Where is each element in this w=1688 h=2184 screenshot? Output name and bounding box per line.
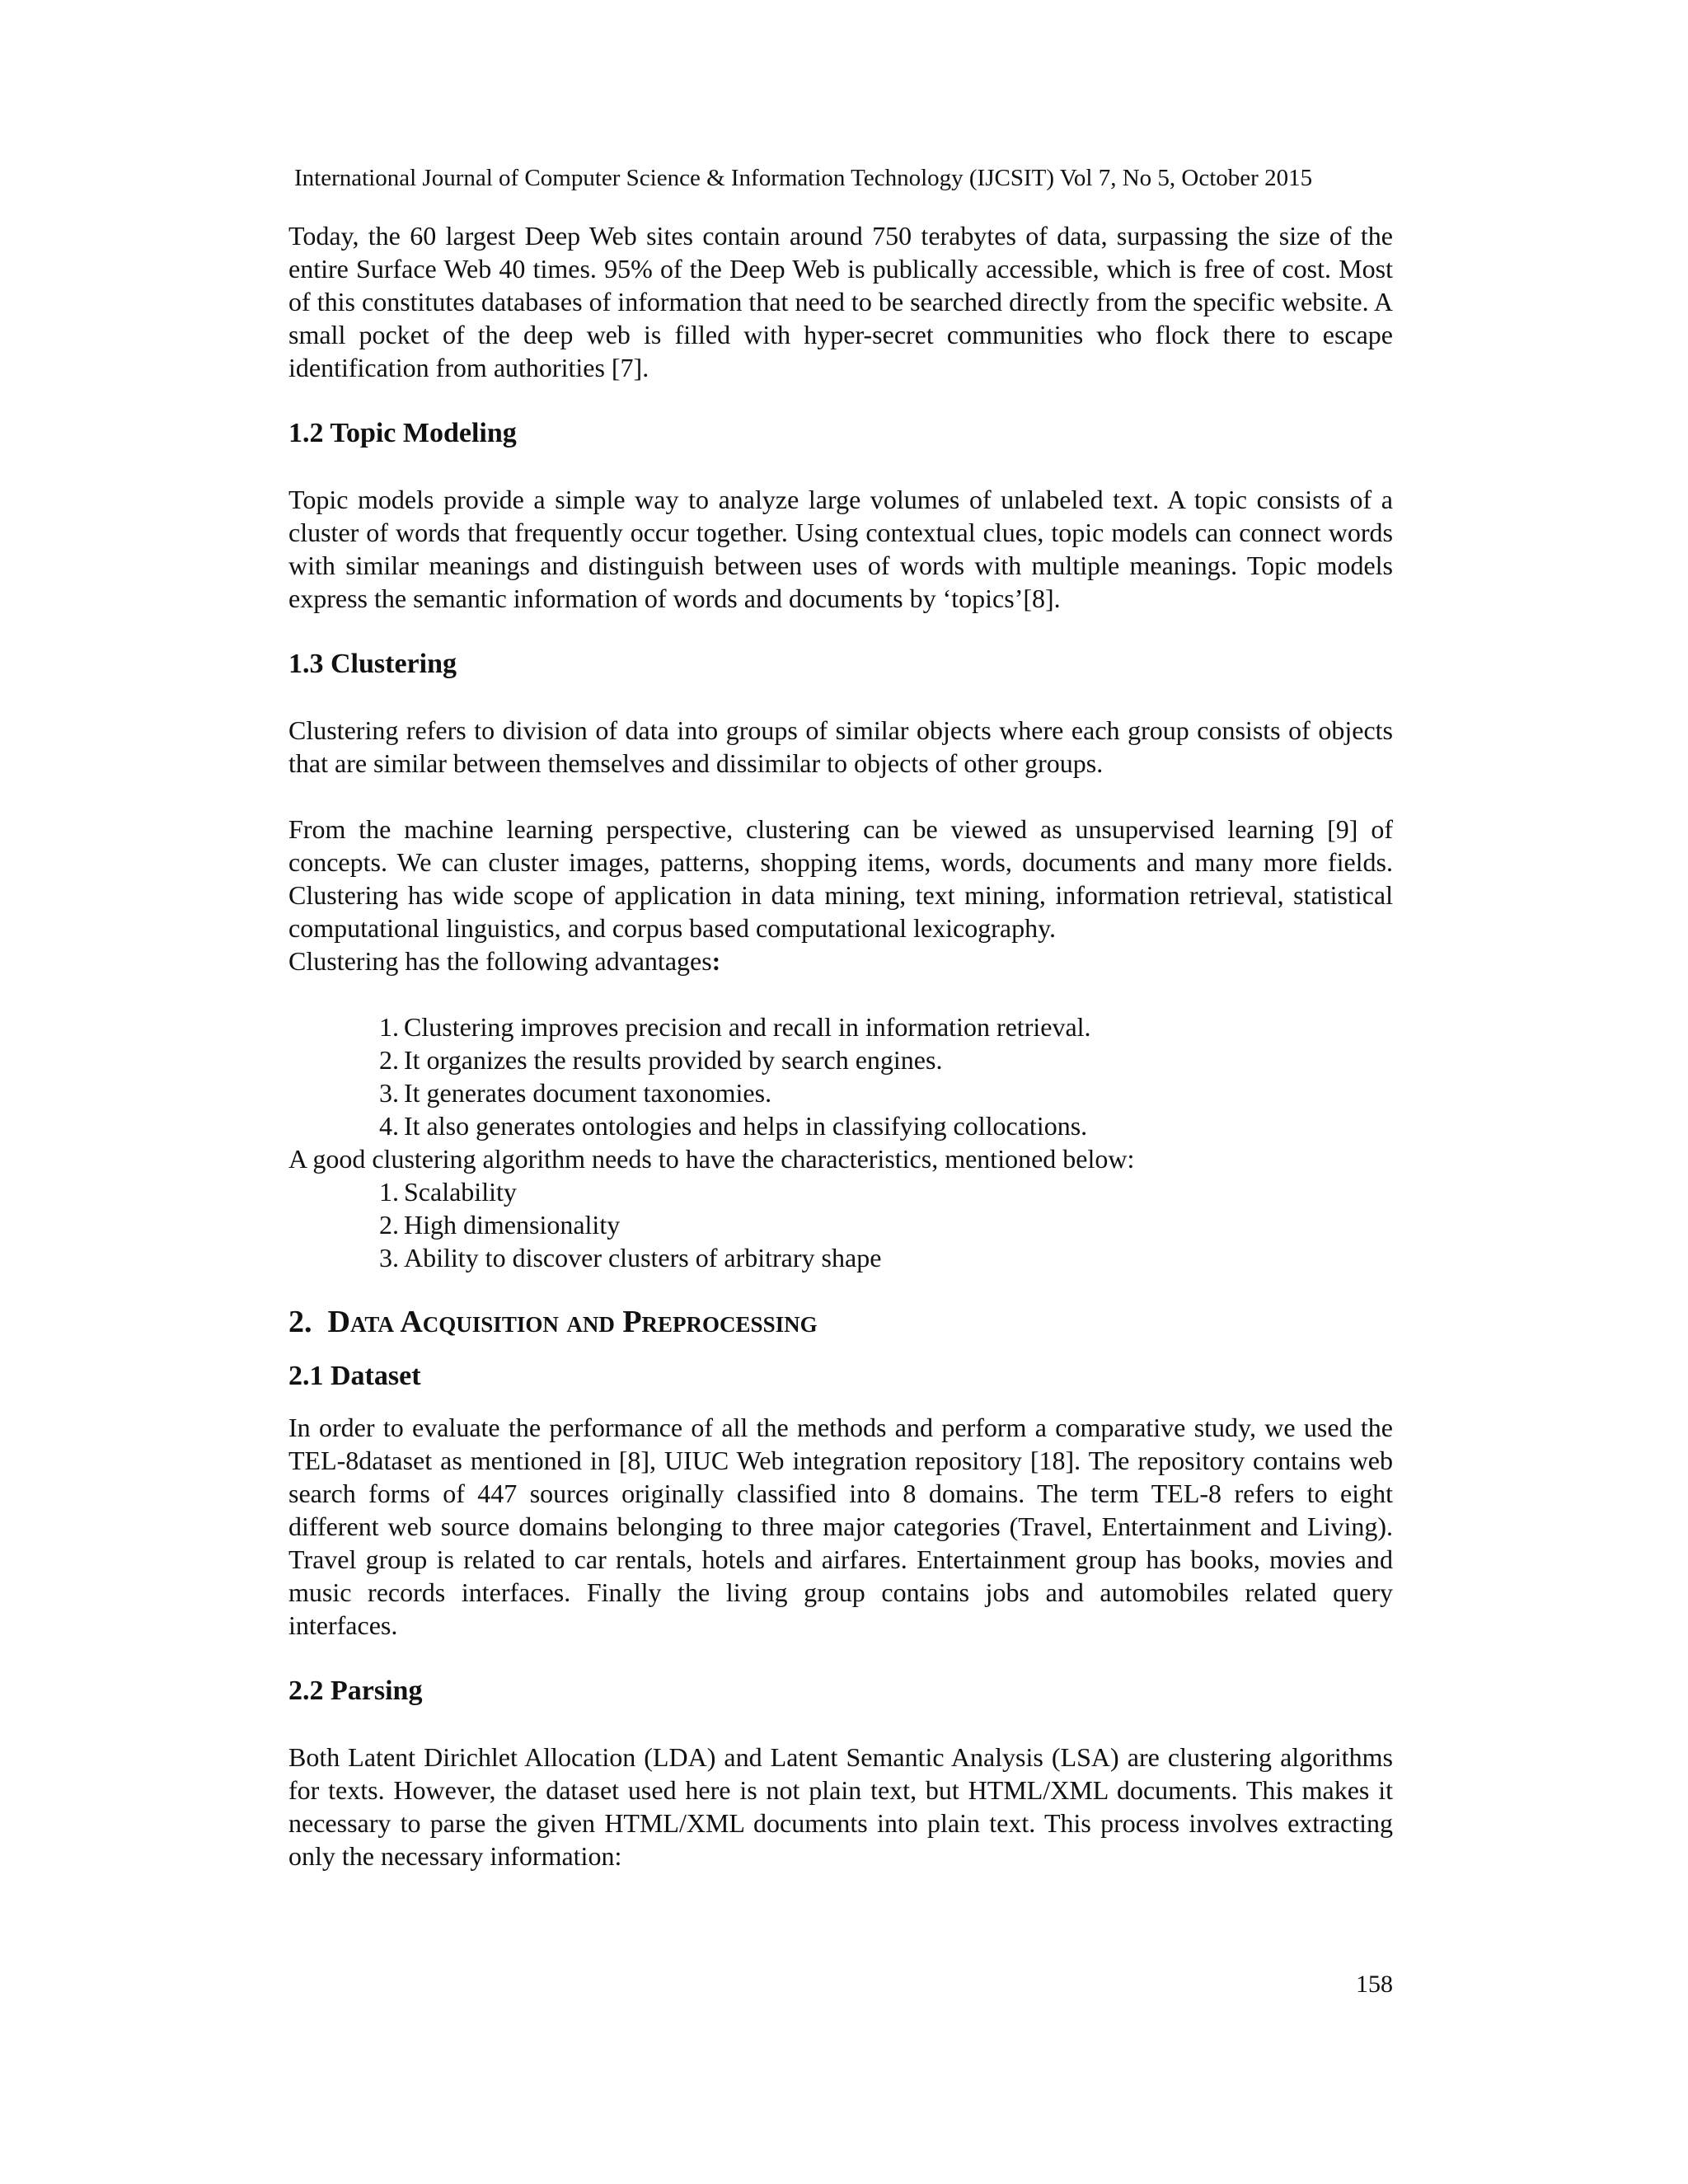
advantages-list <box>288 1010 1393 1142</box>
list-text: Scalability <box>404 1177 517 1207</box>
list-number: 2. <box>379 1210 399 1240</box>
list-number: 2. <box>379 1045 399 1075</box>
advantages-intro <box>288 944 1393 977</box>
article-body <box>288 219 1393 1872</box>
list-item <box>288 1241 1393 1274</box>
page-number: 158 <box>1356 1971 1393 1998</box>
list-text: It organizes the results provided by search engines. <box>404 1045 943 1075</box>
list-item <box>288 1043 1393 1076</box>
list-number: 1. <box>379 1012 399 1042</box>
characteristics-list <box>288 1175 1393 1274</box>
heading-parsing: 2.2 Parsing <box>288 1675 423 1706</box>
list-item <box>288 1175 1393 1208</box>
heading-dataset: 2.1 Dataset <box>288 1361 421 1391</box>
section-2-title: Data Acquisition and Preprocessing <box>327 1305 818 1339</box>
advantages-intro-text: Clustering has the following advantages <box>288 946 712 976</box>
dataset-paragraph: In order to evaluate the performance of all the methods and perform a comparative study, we used the TEL-8dataset as mentioned in [8], UIUC Web integration repository [18]. The repository contains web search forms of 447 sources originally classified into 8 domains. The term TEL-8 refers to eight different web source domains belonging to three major categories (Travel, Entertainment and Living). Travel group is related to car rentals, hotels and airfares. Entertainment group has books, movies and music records interfaces. Finally the living group contains jobs and automobiles related query interfaces. <box>288 1413 1393 1640</box>
list-text: Clustering improves precision and recall in information retrieval. <box>404 1012 1091 1042</box>
list-text: High dimensionality <box>404 1210 621 1240</box>
list-text: Ability to discover clusters of arbitrary shape <box>404 1243 882 1272</box>
intro-paragraph: Today, the 60 largest Deep Web sites contain around 750 terabytes of data, surpassing the size of the entire Surface Web 40 times. 95% of the Deep Web is publically accessible, which is free of cost. Most of this constitutes databases of information that need to be searched directly from the specific website. A small pocket of the deep web is filled with hyper-secret communities who flock there to escape identification from authorities [7]. <box>288 221 1393 382</box>
advantages-intro-colon: : <box>711 946 721 976</box>
characteristics-intro: A good clustering algorithm needs to have the characteristics, mentioned below: <box>288 1144 1135 1174</box>
parsing-paragraph: Both Latent Dirichlet Allocation (LDA) and Latent Semantic Analysis (LSA) are clustering algorithms for texts. However, the dataset used here is not plain text, but HTML/XML documents. This makes it necessary to parse the given HTML/XML documents into plain text. This process involves extracting only the necessary information: <box>288 1742 1393 1871</box>
clustering-paragraph-2: From the machine learning perspective, clustering can be viewed as unsupervised learning [9] of concepts. We can cluster images, patterns, shopping items, words, documents and many more fields. Clustering has wide scope of application in data mining, text mining, information retrieval, statistical computational linguistics, and corpus based computational lexicography. <box>288 814 1393 943</box>
heading-topic-modeling: 1.2 Topic Modeling <box>288 418 517 448</box>
topic-modeling-paragraph: Topic models provide a simple way to analyze large volumes of unlabeled text. A topic consists of a cluster of words that frequently occur together. Using contextual clues, topic models can connect words with similar meanings and distinguish between uses of words with multiple meanings. Topic models express the semantic information of words and documents by ‘topics’[8]. <box>288 485 1393 613</box>
list-text: It also generates ontologies and helps in classifying collocations. <box>404 1111 1088 1141</box>
list-item <box>288 1010 1393 1043</box>
list-number: 4. <box>379 1111 399 1141</box>
heading-clustering: 1.3 Clustering <box>288 649 457 679</box>
list-item <box>288 1208 1393 1241</box>
section-2-heading <box>288 1304 1393 1340</box>
list-number: 1. <box>379 1177 399 1207</box>
clustering-paragraph-1: Clustering refers to division of data into groups of similar objects where each group consists of objects that are similar between themselves and dissimilar to objects of other groups. <box>288 715 1393 778</box>
running-header: International Journal of Computer Science & Information Technology (IJCSIT) Vol 7, No 5, October 2015 <box>294 165 1313 191</box>
section-2-number: 2. <box>288 1305 312 1339</box>
list-number: 3. <box>379 1078 399 1108</box>
list-text: It generates document taxonomies. <box>404 1078 772 1108</box>
list-item <box>288 1076 1393 1109</box>
list-number: 3. <box>379 1243 399 1272</box>
list-item <box>288 1109 1393 1142</box>
